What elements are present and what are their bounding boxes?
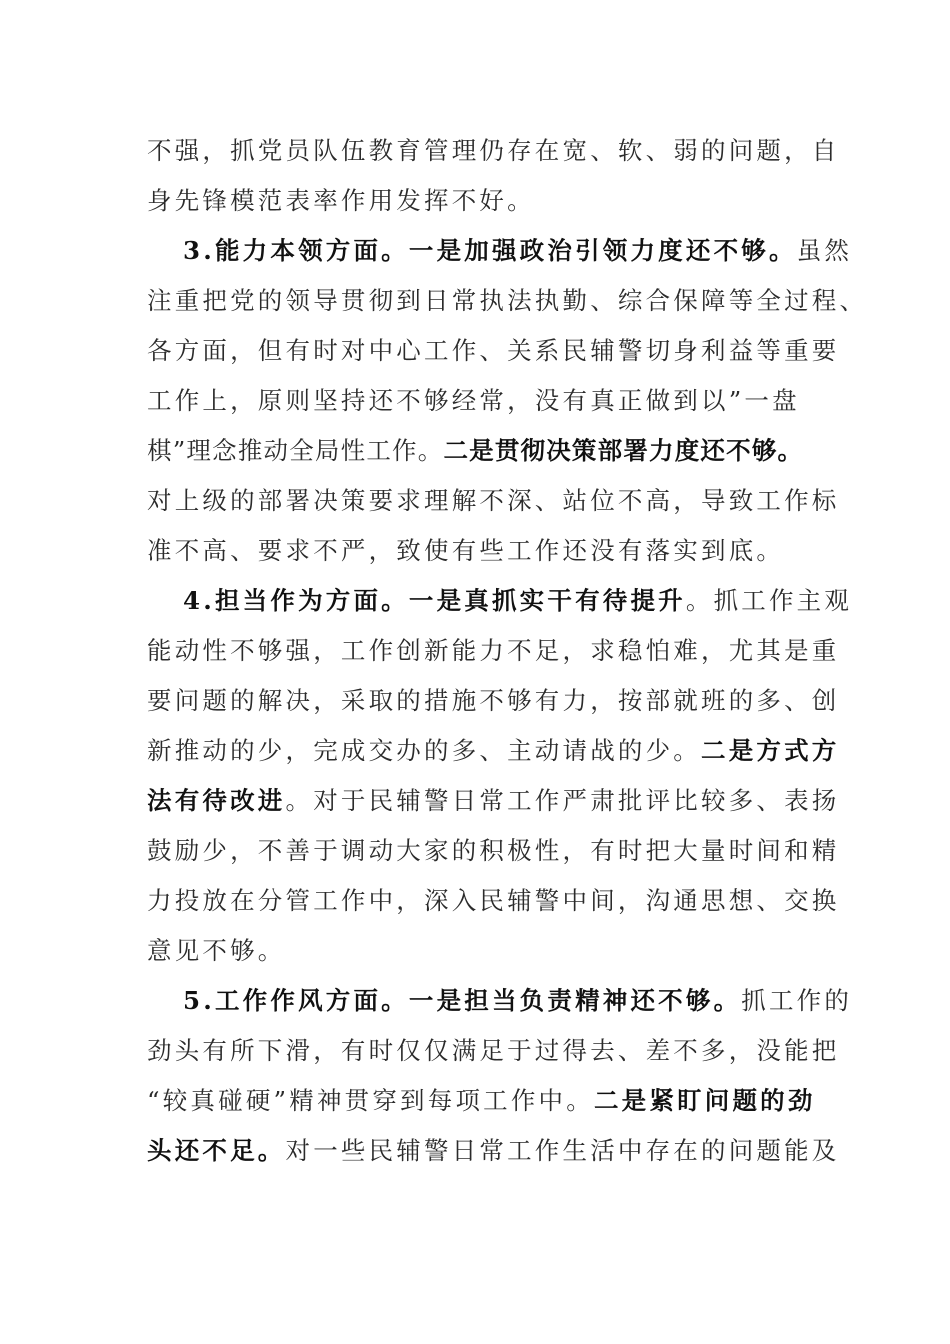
bold-phrase: 二是贯彻决策部署力度还不够。: [443, 436, 804, 465]
bold-phrase: 头还不足。: [147, 1136, 286, 1165]
text-line: 对上级的部署决策要求理解不深、站位不高，导致工作标: [147, 486, 840, 515]
text-line: 能动性不够强，工作创新能力不足，求稳怕难，尤其是重: [147, 636, 840, 665]
bold-phrase: 法有待改进: [147, 786, 286, 815]
text-line: 意见不够。: [147, 936, 286, 965]
bold-phrase: 二是紧盯问题的劲: [593, 1086, 816, 1115]
text-line: 棋”理念推动全局性工作。二是贯彻决策部署力度还不够。: [147, 436, 804, 465]
text-line: 鼓励少，不善于调动大家的积极性，有时把大量时间和精: [147, 836, 840, 865]
text-line: 各方面，但有时对中心工作、关系民辅警切身利益等重要: [147, 336, 840, 365]
text-line: 要问题的解决，采取的措施不够有力，按部就班的多、创: [147, 686, 840, 715]
bold-heading: 4.担当作为方面。一是真抓实干有待提升: [183, 586, 686, 615]
section-5-heading-line: 5.工作作风方面。一是担当负责精神还不够。抓工作的: [183, 986, 853, 1015]
text-line: 准不高、要求不严，致使有些工作还没有落实到底。: [147, 536, 785, 565]
section-3-heading-line: 3.能力本领方面。一是加强政治引领力度还不够。虽然: [183, 236, 853, 265]
text-line: 身先锋模范表率作用发挥不好。: [147, 186, 535, 215]
bold-heading: 5.工作作风方面。一是担当负责精神还不够。: [183, 986, 742, 1015]
text-line: 新推动的少，完成交办的多、主动请战的少。二是方式方: [147, 736, 840, 765]
section-4-heading-line: 4.担当作为方面。一是真抓实干有待提升。抓工作主观: [183, 586, 853, 615]
bold-phrase: 二是方式方: [701, 736, 840, 765]
text-line: 工作上，原则坚持还不够经常，没有真正做到以”一盘: [147, 386, 800, 415]
text-line: 不强，抓党员队伍教育管理仍存在宽、软、弱的问题，自: [147, 136, 840, 165]
text-line: 力投放在分管工作中，深入民辅警中间，沟通思想、交换: [147, 886, 840, 915]
text-line: “较真碰硬”精神贯穿到每项工作中。二是紧盯问题的劲: [147, 1086, 816, 1115]
text-line: 头还不足。对一些民辅警日常工作生活中存在的问题能及: [147, 1136, 840, 1165]
text-line: 注重把党的领导贯彻到日常执法执勤、综合保障等全过程、: [147, 286, 868, 315]
text-line: 劲头有所下滑，有时仅仅满足于过得去、差不多，没能把: [147, 1036, 840, 1065]
text-line: 法有待改进。对于民辅警日常工作严肃批评比较多、表扬: [147, 786, 840, 815]
bold-heading: 3.能力本领方面。一是加强政治引领力度还不够。: [183, 236, 797, 265]
